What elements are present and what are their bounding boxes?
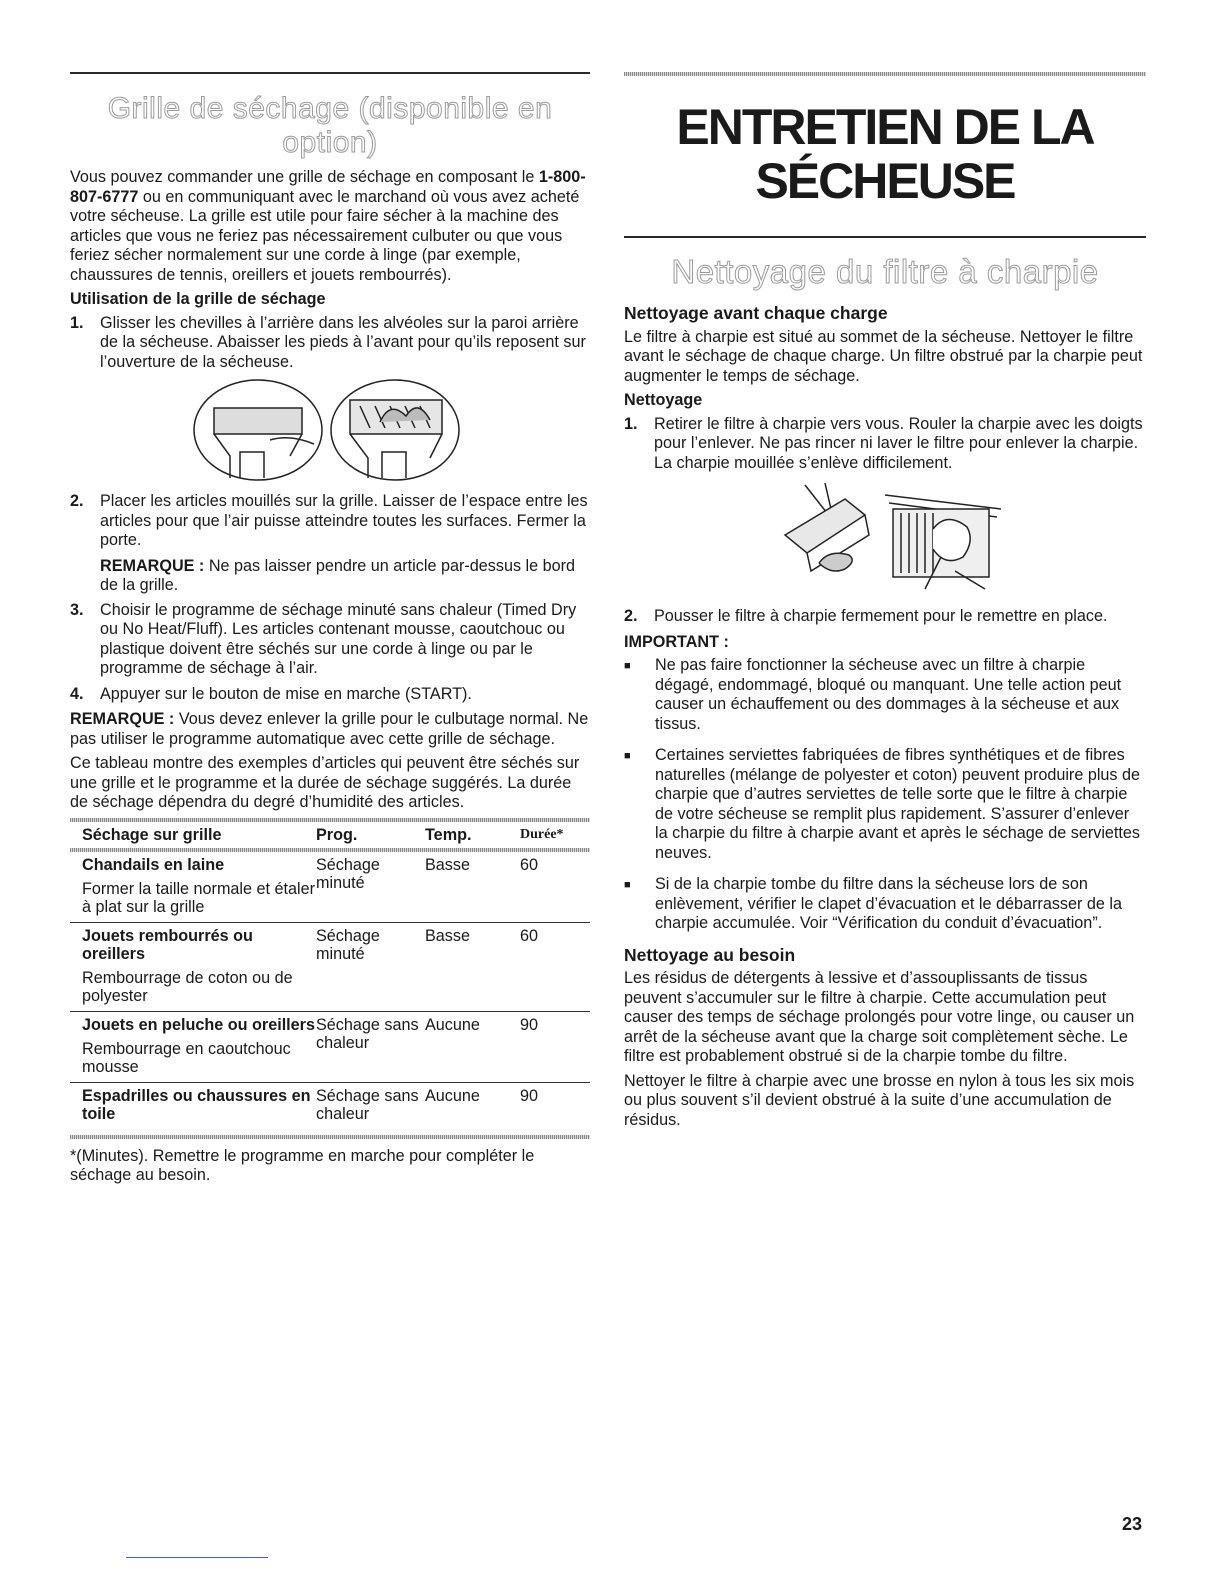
important-bullet: ■ Certaines serviettes fabriquées de fibres synthétiques et de fibres naturelles (mélange de polyester et coton) peuvent produire plus de charpie que d’autres serviettes de telle sorte que le filtre à charpie de votre sécheuse se remplit plus rapidement. S’assurer d’enlever la charpie du filtre à charpie avant et après le séchage de serviettes neuves. — [624, 746, 1141, 862]
lint-filter-heading: Nettoyage du filtre à charpie — [671, 253, 1099, 290]
table-row: Espadrilles ou chaussures en toile Séchage sans chaleur Aucune 90 — [82, 1086, 539, 1123]
section-rule — [624, 236, 1146, 238]
drying-rack-heading: Grille de séchage (disponible en option) — [107, 92, 553, 159]
intro-paragraph: Vous pouvez commander une grille de séchage en composant le 1-800-807-6777 ou en communiquant avec le marchand où vous avez acheté votre sécheuse. La grille est utile pour faire sécher à la machine des articles que vous ne feriez pas nécessairement culbuter ou que vous feriez sécher normalement sur une corde à linge (par exemple, chaussures de tennis, oreillers et jouets rembourrés). — [70, 168, 586, 284]
phone-number: 1-800-807-6777 — [70, 168, 586, 206]
table-row: Jouets rembourrés ou oreillers Rembourrage de coton ou de polyester Séchage minuté Basse 60 — [70, 922, 590, 1011]
important-bullet: ■ Ne pas faire fonctionner la sécheuse avec un filtre à charpie dégagé, endommagé, bloqué ou manquant. Une telle action peut causer un échauffement ou des dommages à la sécheuse et aux tissus. — [624, 656, 1122, 733]
table-bottom-rule — [70, 1135, 590, 1139]
footer-line — [126, 1557, 268, 1558]
usage-heading: Utilisation de la grille de séchage — [70, 290, 326, 308]
page-number: 23 — [1121, 1514, 1142, 1534]
table-header-row — [70, 822, 590, 848]
table-intro: Ce tableau montre des exemples d’articles qui peuvent être séchés sur une grille et le programme et la durée de séchage suggérés. La durée de séchage dépendra du degré d’humidité des articles. — [70, 754, 580, 811]
as-needed-paragraph-1: Les résidus de détergents à lessive et d’assouplissants de tissus peuvent s’accumuler sur le filtre à charpie. Cette accumulation peut causer des temps de séchage prolongés pour votre linge, ou causer un arrêt de la sécheuse avant que la charge soit complètement sèche. Le filtre est probablement obstrué si de la charpie tombe du filtre. — [624, 969, 1135, 1065]
before-each-load-heading: Nettoyage avant chaque charge — [624, 303, 888, 323]
top-rule — [70, 72, 590, 74]
important-label: IMPORTANT : — [624, 632, 729, 651]
as-needed-paragraph-2: Nettoyer le filtre à charpie avec une brosse en nylon à tous les six mois ou plus souvent s’il devient obstrué à la suite d’une accumulation de résidus. — [624, 1071, 1135, 1129]
cleaning-heading: Nettoyage — [624, 391, 703, 409]
col-header-prog: Prog. — [316, 825, 358, 844]
col-header-temp: Temp. — [425, 825, 472, 844]
step-4: 4. Appuyer sur le bouton de mise en marche (START). — [70, 684, 472, 703]
table-row: Chandails en laine Former la taille normale et étaler à plat sur la grille Séchage minuté Basse 60 — [70, 852, 590, 923]
cleaning-step-2: 2. Pousser le filtre à charpie fermement pour le remettre en place. — [624, 607, 1108, 625]
title-top-rule — [624, 72, 1146, 76]
left-column — [70, 72, 590, 1191]
lint-filter-illustration — [765, 479, 1005, 597]
cleaning-step-1: 1. Retirer le filtre à charpie vers vous. Rouler la charpie avec les doigts pour l’enlever. Ne pas rincer ni laver le filtre pour enlever la charpie. La charpie mouillée s’enlève difficilement. — [624, 414, 1143, 472]
important-bullet: ■ Si de la charpie tombe du filtre dans la sécheuse lors de son enlèvement, vérifier le clapet d’évacuation et le débarrasser de la charpie accumulée. Voir “Vérification du conduit d’évacuation”. — [624, 875, 1123, 932]
step-2-note: REMARQUE : Ne pas laisser pendre un article par-dessus le bord de la grille. — [100, 556, 576, 594]
step-3: 3. Choisir le programme de séchage minuté sans chaleur (Timed Dry ou No Heat/Fluff). Les articles contenant mousse, caoutchouc ou plastique doivent être séchés sur une corde à linge ou par le programme de séchage à l’air. — [70, 600, 577, 677]
right-column — [624, 72, 1146, 1135]
col-header-item: Séchage sur grille — [82, 825, 222, 844]
page-title: ENTRETIEN DE LA SÉCHEUSE — [676, 99, 1094, 209]
drying-rack-table — [70, 822, 590, 1135]
step-2: 2. Placer les articles mouillés sur la grille. Laisser de l’espace entre les articles pour que l’air puisse atteindre toutes les surfaces. Fermer la porte. — [70, 492, 588, 549]
drying-rack-illustration — [190, 378, 470, 482]
as-needed-heading: Nettoyage au besoin — [624, 944, 796, 965]
step-1: 1. Glisser les chevilles à l’arrière dans les alvéoles sur la paroi arrière de la sécheuse. Abaisser les pieds à l’avant pour qu’ils reposent sur l’ouverture de la sécheuse. — [70, 313, 586, 371]
col-header-duration: Durée* — [520, 826, 564, 842]
table-row: Jouets en peluche ou oreillers Rembourrage en caoutchouc mousse Séchage sans chaleur Aucune 90 — [70, 1011, 590, 1082]
table-footnote: *(Minutes). Remettre le programme en marche pour compléter le séchage au besoin. — [70, 1146, 535, 1184]
before-each-load-text: Le filtre à charpie est situé au sommet de la sécheuse. Nettoyer le filtre avant le séchage de chaque charge. Un filtre obstrué par la charpie peut augmenter le temps de séchage. — [624, 327, 1143, 385]
remark-paragraph: REMARQUE : Vous devez enlever la grille pour le culbutage normal. Ne pas utiliser le programme automatique avec cette grille de séchage. — [70, 710, 589, 748]
